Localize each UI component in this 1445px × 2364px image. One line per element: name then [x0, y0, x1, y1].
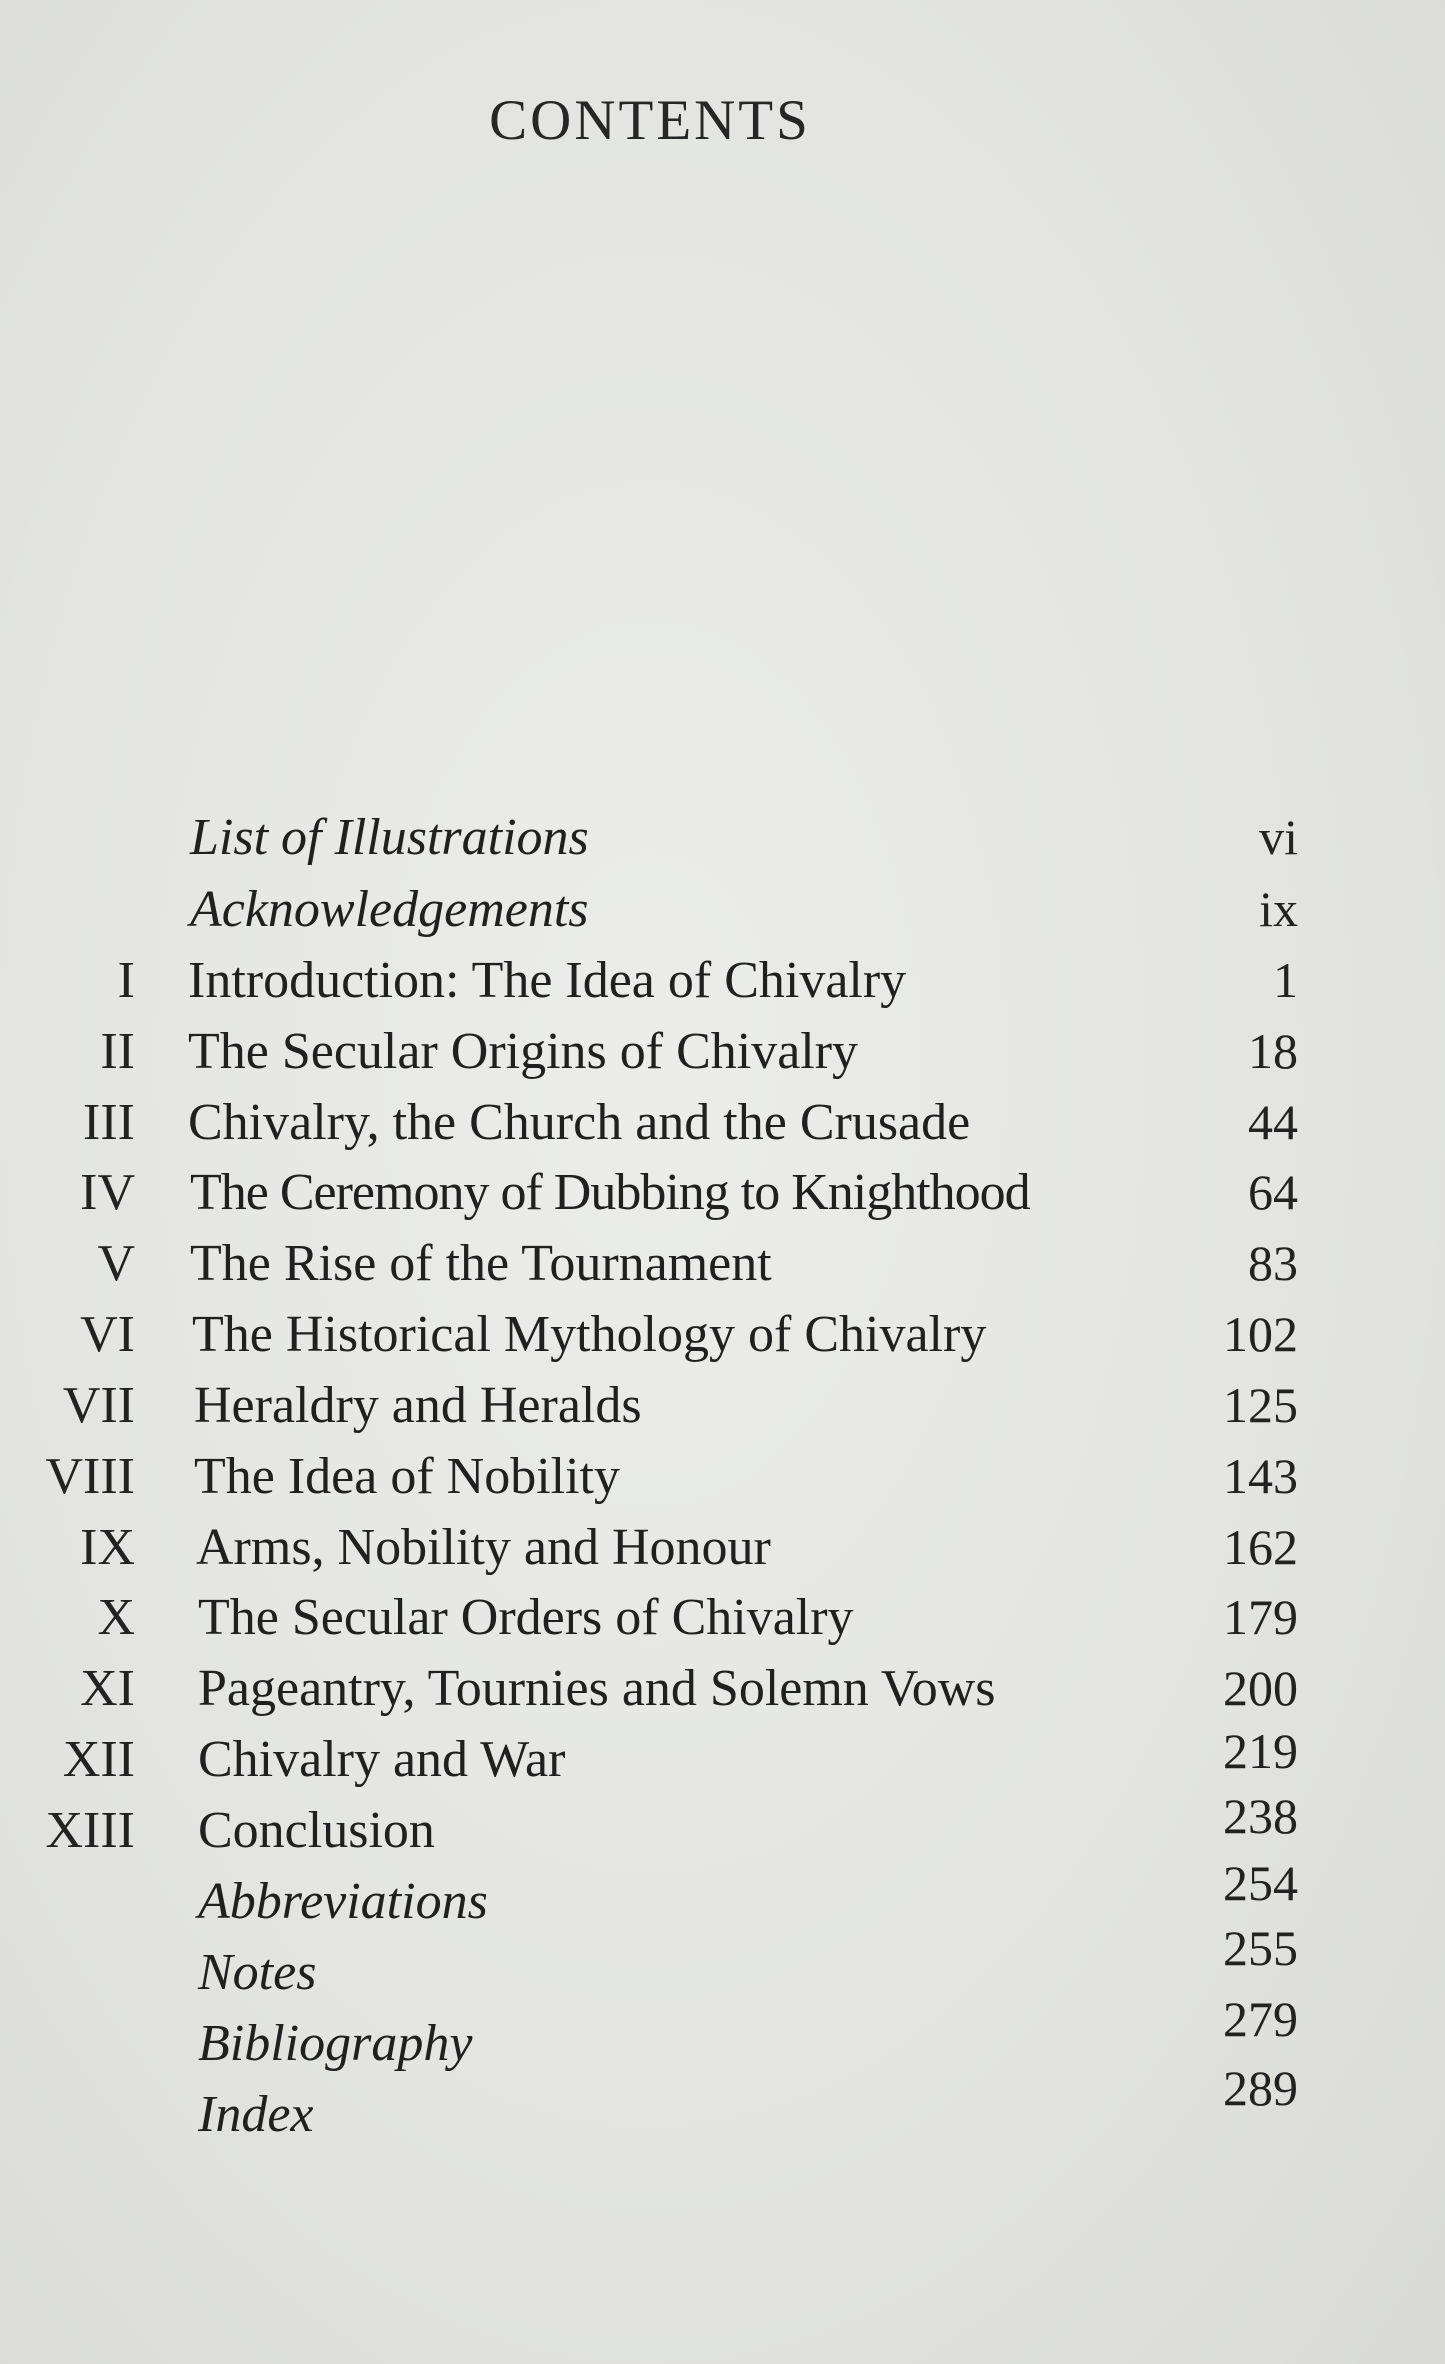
page-number: 238	[1223, 1788, 1298, 1844]
chapter-title: The Ceremony of Dubbing to Knighthood	[190, 1164, 1030, 1221]
page-number: 200	[1223, 1660, 1298, 1716]
chapter-title: Bibliography	[198, 2015, 473, 2072]
toc-entry	[0, 1234, 1445, 1304]
chapter-title: Introduction: The Idea of Chivalry	[188, 952, 907, 1009]
page-number: 44	[1248, 1094, 1298, 1150]
chapter-title: The Rise of the Tournament	[190, 1235, 772, 1292]
chapter-title: List of Illustrations	[190, 809, 589, 866]
chapter-title: Arms, Nobility and Honour	[196, 1519, 771, 1576]
chapter-title: The Historical Mythology of Chivalry	[192, 1306, 987, 1363]
page-number: ix	[1259, 881, 1298, 937]
toc-entry	[0, 2060, 1445, 2155]
chapter-number: IX	[80, 1519, 135, 1576]
chapter-number: IV	[80, 1164, 135, 1221]
toc-entry	[0, 1588, 1445, 1658]
toc-entry	[0, 808, 1445, 878]
chapter-title: Chivalry and War	[198, 1731, 566, 1788]
chapter-title: Chivalry, the Church and the Crusade	[188, 1094, 971, 1151]
page-number: 18	[1248, 1023, 1298, 1079]
chapter-number: III	[83, 1094, 135, 1151]
page-title: CONTENTS	[489, 89, 811, 152]
toc-entry	[0, 1518, 1445, 1588]
chapter-title: Pageantry, Tournies and Solemn Vows	[198, 1660, 996, 1717]
chapter-number: VII	[62, 1377, 135, 1434]
chapter-number: XI	[80, 1660, 135, 1717]
chapter-title: The Secular Orders of Chivalry	[198, 1589, 854, 1646]
chapter-number: XII	[62, 1731, 135, 1788]
chapter-title: Notes	[198, 1944, 317, 2001]
page-number: 179	[1223, 1589, 1298, 1645]
page-number: 143	[1223, 1448, 1298, 1504]
page-number: 255	[1223, 1920, 1298, 1976]
chapter-number: XIII	[45, 1802, 135, 1859]
page-number: vi	[1259, 809, 1298, 865]
toc-entry	[0, 880, 1445, 950]
chapter-number: VIII	[45, 1448, 135, 1505]
page-number: 102	[1223, 1306, 1298, 1362]
chapter-number: II	[100, 1023, 135, 1080]
chapter-title: Acknowledgements	[190, 881, 589, 938]
chapter-title: The Secular Origins of Chivalry	[188, 1023, 859, 1080]
toc-entry	[0, 1447, 1445, 1517]
toc-entry	[0, 1022, 1445, 1092]
page-number: 279	[1223, 1991, 1298, 2047]
chapter-number: I	[117, 952, 135, 1009]
toc-entry	[0, 951, 1445, 1021]
page-number: 162	[1223, 1519, 1298, 1575]
chapter-title: Heraldry and Heralds	[194, 1377, 642, 1434]
chapter-title: The Idea of Nobility	[194, 1448, 620, 1505]
page-number: 289	[1223, 2060, 1298, 2116]
toc-entry	[0, 1305, 1445, 1375]
chapter-title: Abbreviations	[198, 1873, 488, 1930]
page-number: 254	[1223, 1855, 1298, 1911]
toc-entry	[0, 1163, 1445, 1233]
chapter-title: Conclusion	[198, 1802, 435, 1859]
page-number: 219	[1223, 1723, 1298, 1779]
chapter-number: V	[97, 1235, 135, 1292]
chapter-number: VI	[80, 1306, 135, 1363]
toc-entry	[0, 1093, 1445, 1163]
page-number: 125	[1223, 1377, 1298, 1433]
toc-entry	[0, 1659, 1445, 1729]
page-number: 83	[1248, 1235, 1298, 1291]
chapter-number: X	[97, 1589, 135, 1646]
chapter-title: Index	[198, 2086, 314, 2143]
toc-entry	[0, 1376, 1445, 1446]
page-number: 1	[1273, 952, 1298, 1008]
page-number: 64	[1248, 1164, 1298, 1220]
